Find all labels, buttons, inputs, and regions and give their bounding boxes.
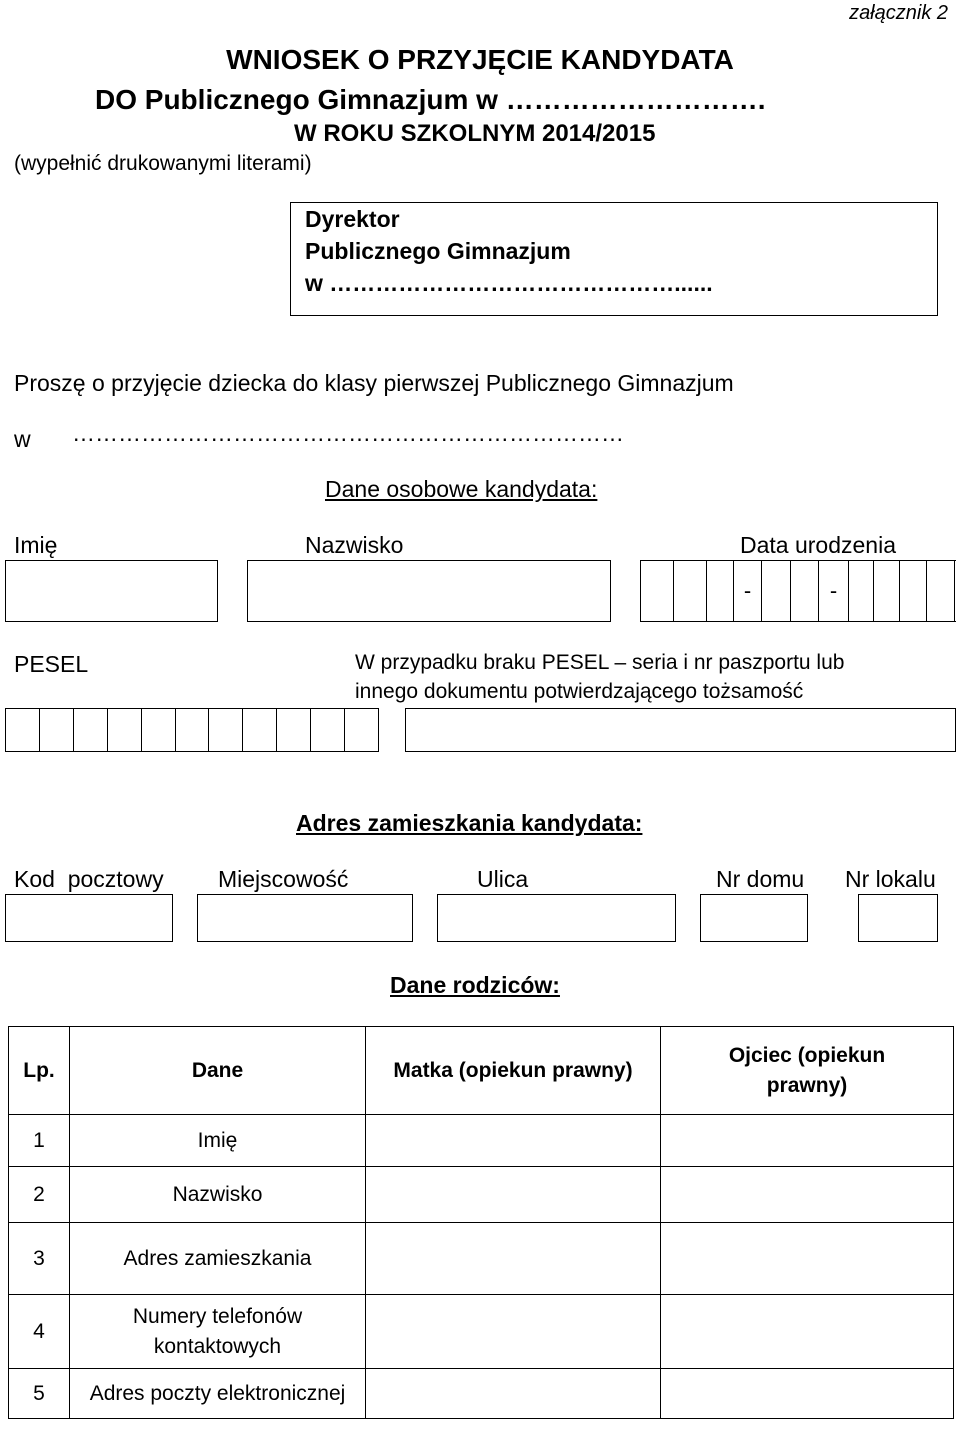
- pesel-cell[interactable]: [40, 709, 74, 751]
- postal-code-field[interactable]: [5, 894, 173, 942]
- col-data-header: Dane: [70, 1027, 366, 1115]
- house-number-field[interactable]: [700, 894, 808, 942]
- father-last-name-cell[interactable]: [661, 1167, 954, 1223]
- addressee-line2: Publicznego Gimnazjum: [305, 238, 571, 264]
- col-father-header-line2: prawny): [766, 1073, 848, 1097]
- date-cell[interactable]: [762, 561, 791, 621]
- row-label-line2: kontaktowych: [153, 1334, 282, 1358]
- house-number-label: Nr domu: [716, 866, 805, 892]
- pesel-cell[interactable]: [345, 709, 379, 751]
- row-label: Nazwisko: [70, 1167, 366, 1223]
- date-cell[interactable]: [874, 561, 900, 621]
- parents-heading: Dane rodziców:: [390, 972, 560, 998]
- table-row: [9, 1295, 954, 1369]
- last-name-field[interactable]: [247, 560, 611, 622]
- date-separator: -: [743, 578, 752, 603]
- date-cell[interactable]: [900, 561, 927, 621]
- col-mother-header: Matka (opiekun prawny): [366, 1027, 661, 1115]
- col-father-header: [661, 1027, 954, 1115]
- col-no-header: Lp.: [9, 1027, 70, 1115]
- city-field[interactable]: [197, 894, 413, 942]
- date-cell[interactable]: [674, 561, 707, 621]
- row-number: 4: [9, 1295, 70, 1369]
- pesel-cell[interactable]: [142, 709, 176, 751]
- form-title-line1: WNIOSEK O PRZYJĘCIE KANDYDATA: [226, 44, 734, 75]
- row-number: 3: [9, 1223, 70, 1295]
- date-cell[interactable]: [734, 561, 762, 621]
- birth-date-field[interactable]: [640, 560, 956, 622]
- parents-table-header: [9, 1027, 954, 1115]
- parents-table: [8, 1026, 954, 1419]
- apartment-number-label: Nr lokalu: [845, 866, 936, 892]
- date-separator-cell: [707, 561, 733, 621]
- row-label: Imię: [70, 1115, 366, 1167]
- postal-code-label: Kod pocztowy: [14, 866, 164, 892]
- table-row: [9, 1369, 954, 1419]
- pesel-cell[interactable]: [209, 709, 243, 751]
- mother-phone-cell[interactable]: [366, 1295, 661, 1369]
- form-title-line2: DO Publicznego Gimnazjum w ……………………….: [95, 84, 766, 115]
- mother-last-name-cell[interactable]: [366, 1167, 661, 1223]
- addressee-line3: w ………………………………………......: [305, 270, 713, 296]
- row-label-line1: Numery telefonów: [132, 1304, 303, 1328]
- personal-data-heading: Dane osobowe kandydata:: [325, 476, 598, 502]
- mother-first-name-cell[interactable]: [366, 1115, 661, 1167]
- pesel-field[interactable]: [5, 708, 379, 752]
- row-label: Adres zamieszkania: [70, 1223, 366, 1295]
- row-number: 5: [9, 1369, 70, 1419]
- last-name-label: Nazwisko: [305, 532, 404, 558]
- table-row: [9, 1167, 954, 1223]
- pesel-cell[interactable]: [277, 709, 311, 751]
- request-w-label: w: [14, 426, 31, 452]
- first-name-label: Imię: [14, 532, 58, 558]
- table-row: [9, 1115, 954, 1167]
- date-cell[interactable]: [791, 561, 819, 621]
- row-number: 1: [9, 1115, 70, 1167]
- father-phone-cell[interactable]: [661, 1295, 954, 1369]
- first-name-field[interactable]: [5, 560, 218, 622]
- attachment-label: załącznik 2: [849, 2, 948, 24]
- street-field[interactable]: [437, 894, 676, 942]
- city-label: Miejscowość: [218, 866, 349, 892]
- date-cell[interactable]: [641, 561, 674, 621]
- table-row: [9, 1223, 954, 1295]
- birth-date-label: Data urodzenia: [740, 532, 896, 558]
- row-number: 2: [9, 1167, 70, 1223]
- pesel-cell[interactable]: [74, 709, 108, 751]
- father-address-cell[interactable]: [661, 1223, 954, 1295]
- mother-address-cell[interactable]: [366, 1223, 661, 1295]
- pesel-cell[interactable]: [311, 709, 345, 751]
- address-heading: Adres zamieszkania kandydata:: [296, 810, 643, 836]
- date-cell[interactable]: [849, 561, 874, 621]
- date-separator: -: [829, 578, 838, 603]
- col-father-header-line1: Ojciec (opiekun: [728, 1043, 886, 1067]
- pesel-cell[interactable]: [6, 709, 40, 751]
- apartment-number-field[interactable]: [858, 894, 938, 942]
- pesel-cell[interactable]: [176, 709, 210, 751]
- request-text: Proszę o przyjęcie dziecka do klasy pierwszej Publicznego Gimnazjum: [14, 370, 734, 396]
- form-title-line3: W ROKU SZKOLNYM 2014/2015: [294, 120, 656, 147]
- street-label: Ulica: [477, 866, 529, 892]
- mother-email-cell[interactable]: [366, 1369, 661, 1419]
- passport-note-line1: W przypadku braku PESEL – seria i nr paszportu lub: [355, 651, 845, 674]
- addressee-line1: Dyrektor: [305, 206, 400, 232]
- father-email-cell[interactable]: [661, 1369, 954, 1419]
- row-label: Adres poczty elektronicznej: [70, 1369, 366, 1419]
- fill-instruction: (wypełnić drukowanymi literami): [14, 152, 312, 175]
- passport-note-line2: innego dokumentu potwierdzającego tożsamość: [355, 680, 804, 703]
- pesel-label: PESEL: [14, 651, 89, 677]
- pesel-cell[interactable]: [108, 709, 142, 751]
- date-cell[interactable]: [927, 561, 955, 621]
- pesel-cell[interactable]: [243, 709, 277, 751]
- row-label: [70, 1295, 366, 1369]
- date-cell[interactable]: [819, 561, 849, 621]
- passport-field[interactable]: [405, 708, 956, 752]
- request-dots: ………………………………………………………………: [72, 420, 624, 446]
- father-first-name-cell[interactable]: [661, 1115, 954, 1167]
